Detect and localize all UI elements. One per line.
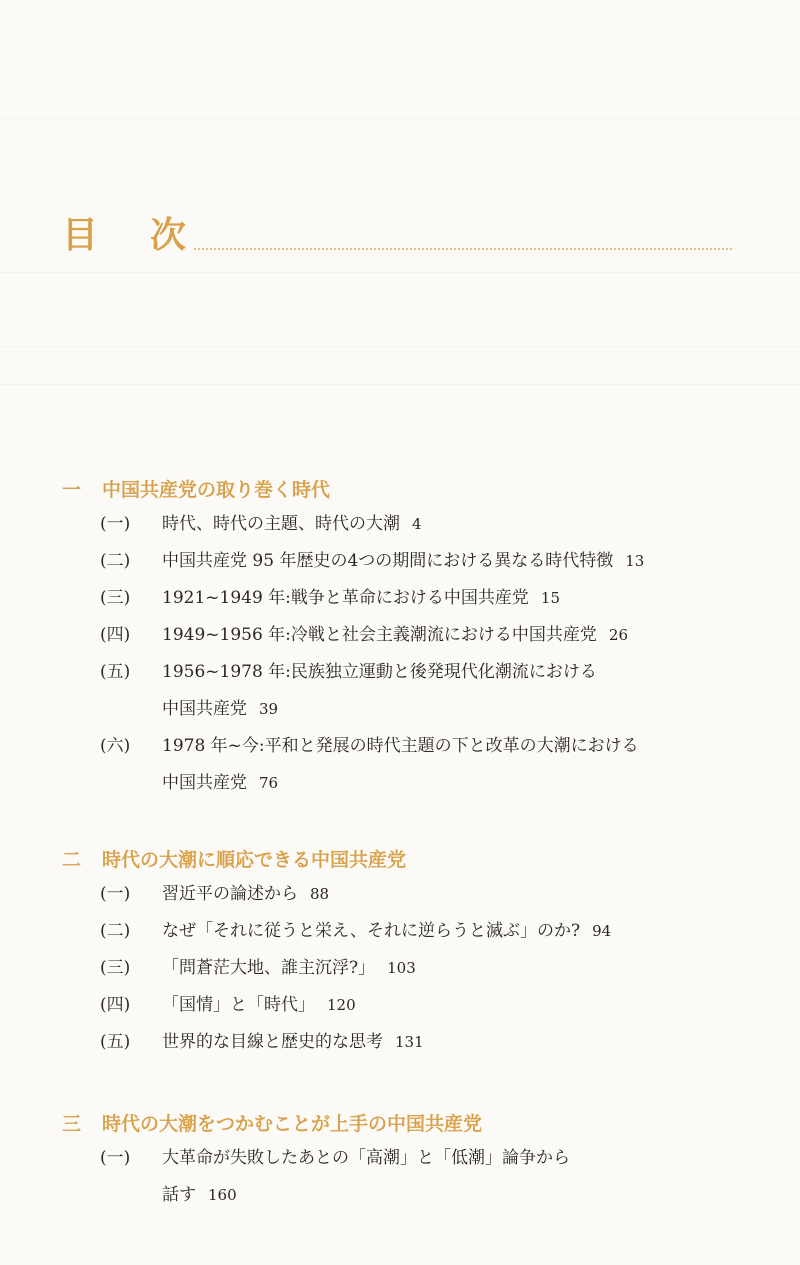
entry-marker: (三) bbox=[100, 588, 131, 608]
show-through-line bbox=[0, 118, 800, 119]
toc-entry[interactable] bbox=[62, 580, 762, 617]
entry-marker: (四) bbox=[100, 625, 131, 645]
section-heading[interactable] bbox=[62, 1108, 762, 1136]
section-heading[interactable] bbox=[62, 844, 762, 872]
entry-text: 世界的な目線と歴史的な思考 bbox=[162, 1032, 383, 1052]
page-number: 120 bbox=[327, 996, 356, 1014]
show-through-line bbox=[0, 384, 800, 385]
entry-marker: (五) bbox=[100, 1032, 131, 1052]
toc-entry[interactable] bbox=[62, 654, 762, 728]
page-number: 88 bbox=[310, 885, 330, 903]
entry-marker: (三) bbox=[100, 958, 131, 978]
page-number: 160 bbox=[208, 1186, 237, 1204]
page-number: 131 bbox=[395, 1033, 424, 1051]
toc-entry[interactable] bbox=[62, 987, 762, 1024]
toc-entry[interactable] bbox=[62, 506, 762, 543]
show-through-line bbox=[0, 346, 800, 347]
section-title: 時代の大潮に順応できる中国共産党 bbox=[102, 848, 407, 871]
page-number: 13 bbox=[625, 552, 645, 570]
toc-heading bbox=[62, 215, 732, 256]
entry-text: 習近平の論述から bbox=[162, 884, 298, 904]
section-number: 二 bbox=[62, 848, 82, 871]
entry-text: 1949~1956 年:冷戦と社会主義潮流における中国共産党 bbox=[162, 625, 597, 645]
toc-entry[interactable] bbox=[62, 728, 762, 802]
entry-text-continued: 話す bbox=[162, 1185, 196, 1205]
toc-title-left: 目 bbox=[62, 215, 99, 256]
entry-text: 1978 年~今:平和と発展の時代主題の下と改革の大潮における bbox=[162, 736, 639, 756]
entry-marker: (二) bbox=[100, 921, 131, 941]
page-number: 94 bbox=[592, 922, 612, 940]
entry-text: 中国共産党 95 年歴史の4つの期間における異なる時代特徴 bbox=[162, 551, 614, 571]
page-number: 26 bbox=[608, 626, 628, 644]
entry-text-continued: 中国共産党 bbox=[162, 773, 247, 793]
section-title: 時代の大潮をつかむことが上手の中国共産党 bbox=[102, 1112, 483, 1135]
dotted-rule bbox=[194, 248, 732, 250]
show-through-line bbox=[0, 272, 800, 273]
entry-text: 大革命が失敗したあとの「高潮」と「低潮」論争から bbox=[162, 1148, 570, 1168]
entry-marker: (六) bbox=[100, 736, 131, 756]
section-number: 一 bbox=[62, 478, 82, 501]
toc-entry[interactable] bbox=[62, 543, 762, 580]
entry-marker: (五) bbox=[100, 662, 131, 682]
toc-section-3 bbox=[62, 1108, 762, 1214]
toc-entry[interactable] bbox=[62, 1024, 762, 1061]
entry-text-continued: 中国共産党 bbox=[162, 699, 247, 719]
entry-marker: (四) bbox=[100, 995, 131, 1015]
toc-entry[interactable] bbox=[62, 876, 762, 913]
toc-entry[interactable] bbox=[62, 1140, 762, 1214]
entry-marker: (一) bbox=[100, 884, 131, 904]
page-number: 4 bbox=[412, 515, 422, 533]
page-number: 76 bbox=[259, 774, 279, 792]
page-number: 15 bbox=[540, 589, 560, 607]
entry-text: 1921~1949 年:戦争と革命における中国共産党 bbox=[162, 588, 529, 608]
section-heading[interactable] bbox=[62, 474, 762, 502]
toc-entry[interactable] bbox=[62, 950, 762, 987]
entry-marker: (一) bbox=[100, 514, 131, 534]
section-title: 中国共産党の取り巻く時代 bbox=[102, 478, 331, 501]
toc-entry[interactable] bbox=[62, 617, 762, 654]
page-number: 103 bbox=[387, 959, 416, 977]
toc-section-1 bbox=[62, 474, 762, 802]
toc-section-2 bbox=[62, 844, 762, 1061]
entry-marker: (一) bbox=[100, 1148, 131, 1168]
page-number: 39 bbox=[259, 700, 279, 718]
entry-text: 時代、時代の主題、時代の大潮 bbox=[162, 514, 400, 534]
section-number: 三 bbox=[62, 1112, 82, 1135]
entry-text: 1956~1978 年:民族独立運動と後発現代化潮流における bbox=[162, 662, 597, 682]
entry-text: 「国情」と「時代」 bbox=[162, 995, 315, 1015]
entry-text: 「問蒼茫大地、誰主沉浮?」 bbox=[162, 958, 376, 978]
toc-entry[interactable] bbox=[62, 913, 762, 950]
entry-text: なぜ「それに従うと栄え、それに逆らうと滅ぶ」のか? bbox=[162, 921, 581, 941]
toc-title-right: 次 bbox=[150, 215, 187, 256]
entry-marker: (二) bbox=[100, 551, 131, 571]
